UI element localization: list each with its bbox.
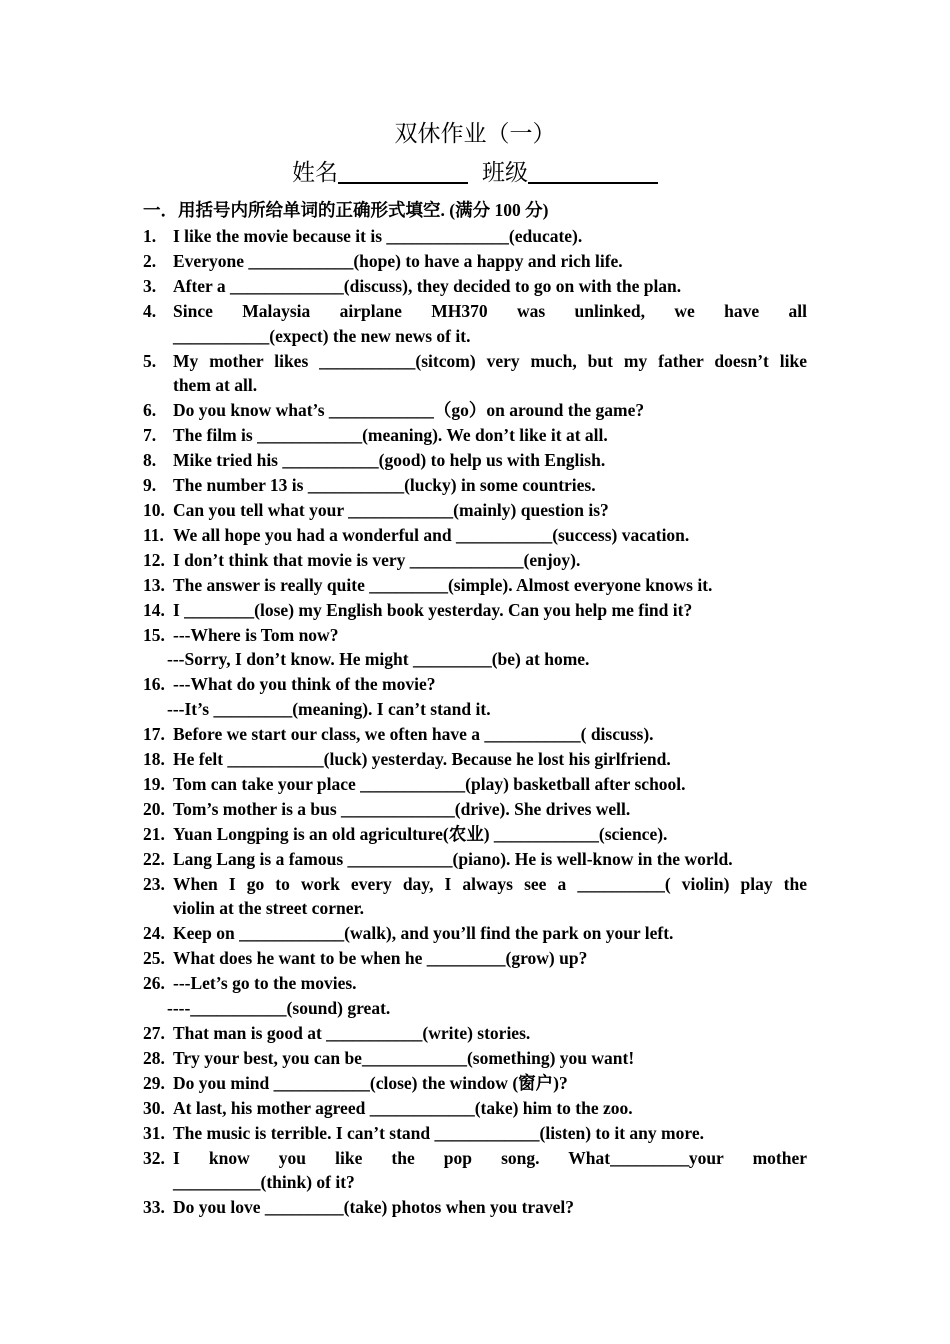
question-continuation: ----___________(sound) great.	[167, 998, 391, 1019]
question-text: When I go to work every day, I always see a __________( violin) play the	[173, 873, 807, 894]
question-number: 32.	[143, 1147, 165, 1168]
question-number: 25.	[143, 948, 165, 969]
question-text: Can you tell what your ____________(mainly) question is?	[173, 499, 609, 520]
question-text: Before we start our class, we often have a ___________( discuss).	[173, 724, 654, 745]
question-text: Tom can take your place ____________(play) basketball after school.	[173, 773, 686, 794]
question-item	[143, 921, 807, 946]
question-number: 17.	[143, 724, 165, 745]
question-text: At last, his mother agreed ____________(take) him to the zoo.	[173, 1097, 633, 1118]
question-text: Everyone ____________(hope) to have a happy and rich life.	[173, 250, 623, 271]
question-item	[143, 1146, 807, 1171]
question-text: I ________(lose) my English book yesterday. Can you help me find it?	[173, 599, 693, 620]
question-item	[143, 274, 807, 299]
question-number: 28.	[143, 1047, 165, 1068]
question-continuation: ___________(expect) the new news of it.	[173, 325, 471, 346]
name-blank[interactable]	[338, 158, 468, 184]
question-item	[143, 523, 807, 548]
question-text: The number 13 is ___________(lucky) in some countries.	[173, 475, 596, 496]
question-number: 8.	[143, 450, 157, 471]
question-number: 5.	[143, 350, 157, 371]
question-text: Mike tried his ___________(good) to help us with English.	[173, 450, 606, 471]
question-number: 22.	[143, 848, 165, 869]
question-number: 6.	[143, 400, 157, 421]
question-text: He felt ___________(luck) yesterday. Because he lost his girlfriend.	[173, 749, 671, 770]
question-item	[143, 349, 807, 374]
question-text: I don’t think that movie is very _____________(enjoy).	[173, 549, 581, 570]
question-item	[143, 847, 807, 872]
question-number: 19.	[143, 773, 165, 794]
question-text: The film is ____________(meaning). We don’t like it at all.	[173, 425, 608, 446]
question-text: Since Malaysia airplane MH370 was unlinked, we have all	[173, 300, 807, 321]
question-item	[143, 1071, 807, 1096]
question-item	[143, 1096, 807, 1121]
question-text: Do you love _________(take) photos when you travel?	[173, 1197, 575, 1218]
class-label: 班级	[482, 160, 528, 186]
question-item	[143, 448, 807, 473]
question-item	[143, 1195, 807, 1220]
question-number: 31.	[143, 1122, 165, 1143]
question-text: Try your best, you can be____________(something) you want!	[173, 1047, 635, 1068]
question-text: What does he want to be when he _________(grow) up?	[173, 948, 588, 969]
question-item	[143, 971, 807, 996]
section-heading: 一．用括号内所给单词的正确形式填空. (满分 100 分)	[143, 200, 549, 220]
question-number: 30.	[143, 1097, 165, 1118]
question-text: ---Let’s go to the movies.	[173, 973, 357, 994]
question-item	[143, 573, 807, 598]
question-number: 29.	[143, 1072, 165, 1093]
question-item	[143, 623, 807, 648]
question-item	[143, 722, 807, 747]
question-text: Yuan Longping is an old agriculture(农业) ____________(science).	[173, 823, 668, 844]
question-continuation: them at all.	[173, 375, 258, 396]
question-item	[143, 423, 807, 448]
question-number: 26.	[143, 973, 165, 994]
name-class-line	[0, 156, 950, 190]
question-text: Keep on ____________(walk), and you’ll find the park on your left.	[173, 923, 674, 944]
question-text: We all hope you had a wonderful and ___________(success) vacation.	[173, 524, 690, 545]
question-item	[143, 398, 807, 423]
question-continuation: violin at the street corner.	[173, 898, 364, 919]
question-number: 18.	[143, 749, 165, 770]
question-item	[143, 672, 807, 697]
question-number: 4.	[143, 300, 157, 321]
question-item	[143, 1046, 807, 1071]
question-continuation: ---It’s _________(meaning). I can’t stand it.	[167, 699, 491, 720]
question-text: ---Where is Tom now?	[173, 624, 339, 645]
question-item	[143, 1021, 807, 1046]
question-item	[143, 249, 807, 274]
question-text: Tom’s mother is a bus _____________(drive). She drives well.	[173, 798, 631, 819]
question-item	[143, 872, 807, 897]
question-item	[143, 598, 807, 623]
question-item	[143, 1121, 807, 1146]
question-text: The music is terrible. I can’t stand ____________(listen) to it any more.	[173, 1122, 704, 1143]
question-item	[143, 224, 807, 249]
question-list	[143, 224, 807, 1220]
question-item	[143, 946, 807, 971]
question-continuation: __________(think) of it?	[173, 1172, 355, 1193]
question-number: 24.	[143, 923, 165, 944]
document-title: 双休作业（一）	[394, 121, 556, 147]
question-number: 16.	[143, 674, 165, 695]
question-number: 7.	[143, 425, 157, 446]
question-item	[143, 473, 807, 498]
question-number: 33.	[143, 1197, 165, 1218]
question-number: 20.	[143, 798, 165, 819]
question-number: 3.	[143, 275, 157, 296]
question-text: My mother likes ___________(sitcom) very much, but my father doesn’t like	[173, 350, 807, 371]
question-number: 9.	[143, 475, 157, 496]
question-item	[143, 747, 807, 772]
question-text: I know you like the pop song. What_________your mother	[173, 1147, 807, 1168]
question-number: 11.	[143, 524, 164, 545]
question-text: Lang Lang is a famous ____________(piano). He is well-know in the world.	[173, 848, 733, 869]
question-text: After a _____________(discuss), they decided to go on with the plan.	[173, 275, 682, 296]
question-item	[143, 822, 807, 847]
question-number: 21.	[143, 823, 165, 844]
question-number: 23.	[143, 873, 165, 894]
question-number: 10.	[143, 499, 165, 520]
question-number: 14.	[143, 599, 165, 620]
question-continuation: ---Sorry, I don’t know. He might _________(be) at home.	[167, 649, 590, 670]
question-text: The answer is really quite _________(simple). Almost everyone knows it.	[173, 574, 713, 595]
question-number: 12.	[143, 549, 165, 570]
question-item	[143, 548, 807, 573]
question-item	[143, 498, 807, 523]
name-label: 姓名	[292, 160, 338, 186]
question-item	[143, 772, 807, 797]
question-number: 2.	[143, 250, 157, 271]
question-text: I like the movie because it is ______________(educate).	[173, 226, 583, 246]
question-number: 1.	[143, 226, 157, 246]
question-item	[143, 797, 807, 822]
question-text: Do you know what’s ____________（go）on around the game?	[173, 400, 645, 421]
question-text: That man is good at ___________(write) stories.	[173, 1023, 531, 1043]
class-blank[interactable]	[528, 158, 658, 184]
question-number: 27.	[143, 1023, 165, 1043]
question-number: 15.	[143, 624, 165, 645]
question-text: ---What do you think of the movie?	[173, 674, 436, 695]
question-text: Do you mind ___________(close) the window (窗户)?	[173, 1072, 568, 1093]
question-number: 13.	[143, 574, 165, 595]
question-item	[143, 299, 807, 324]
